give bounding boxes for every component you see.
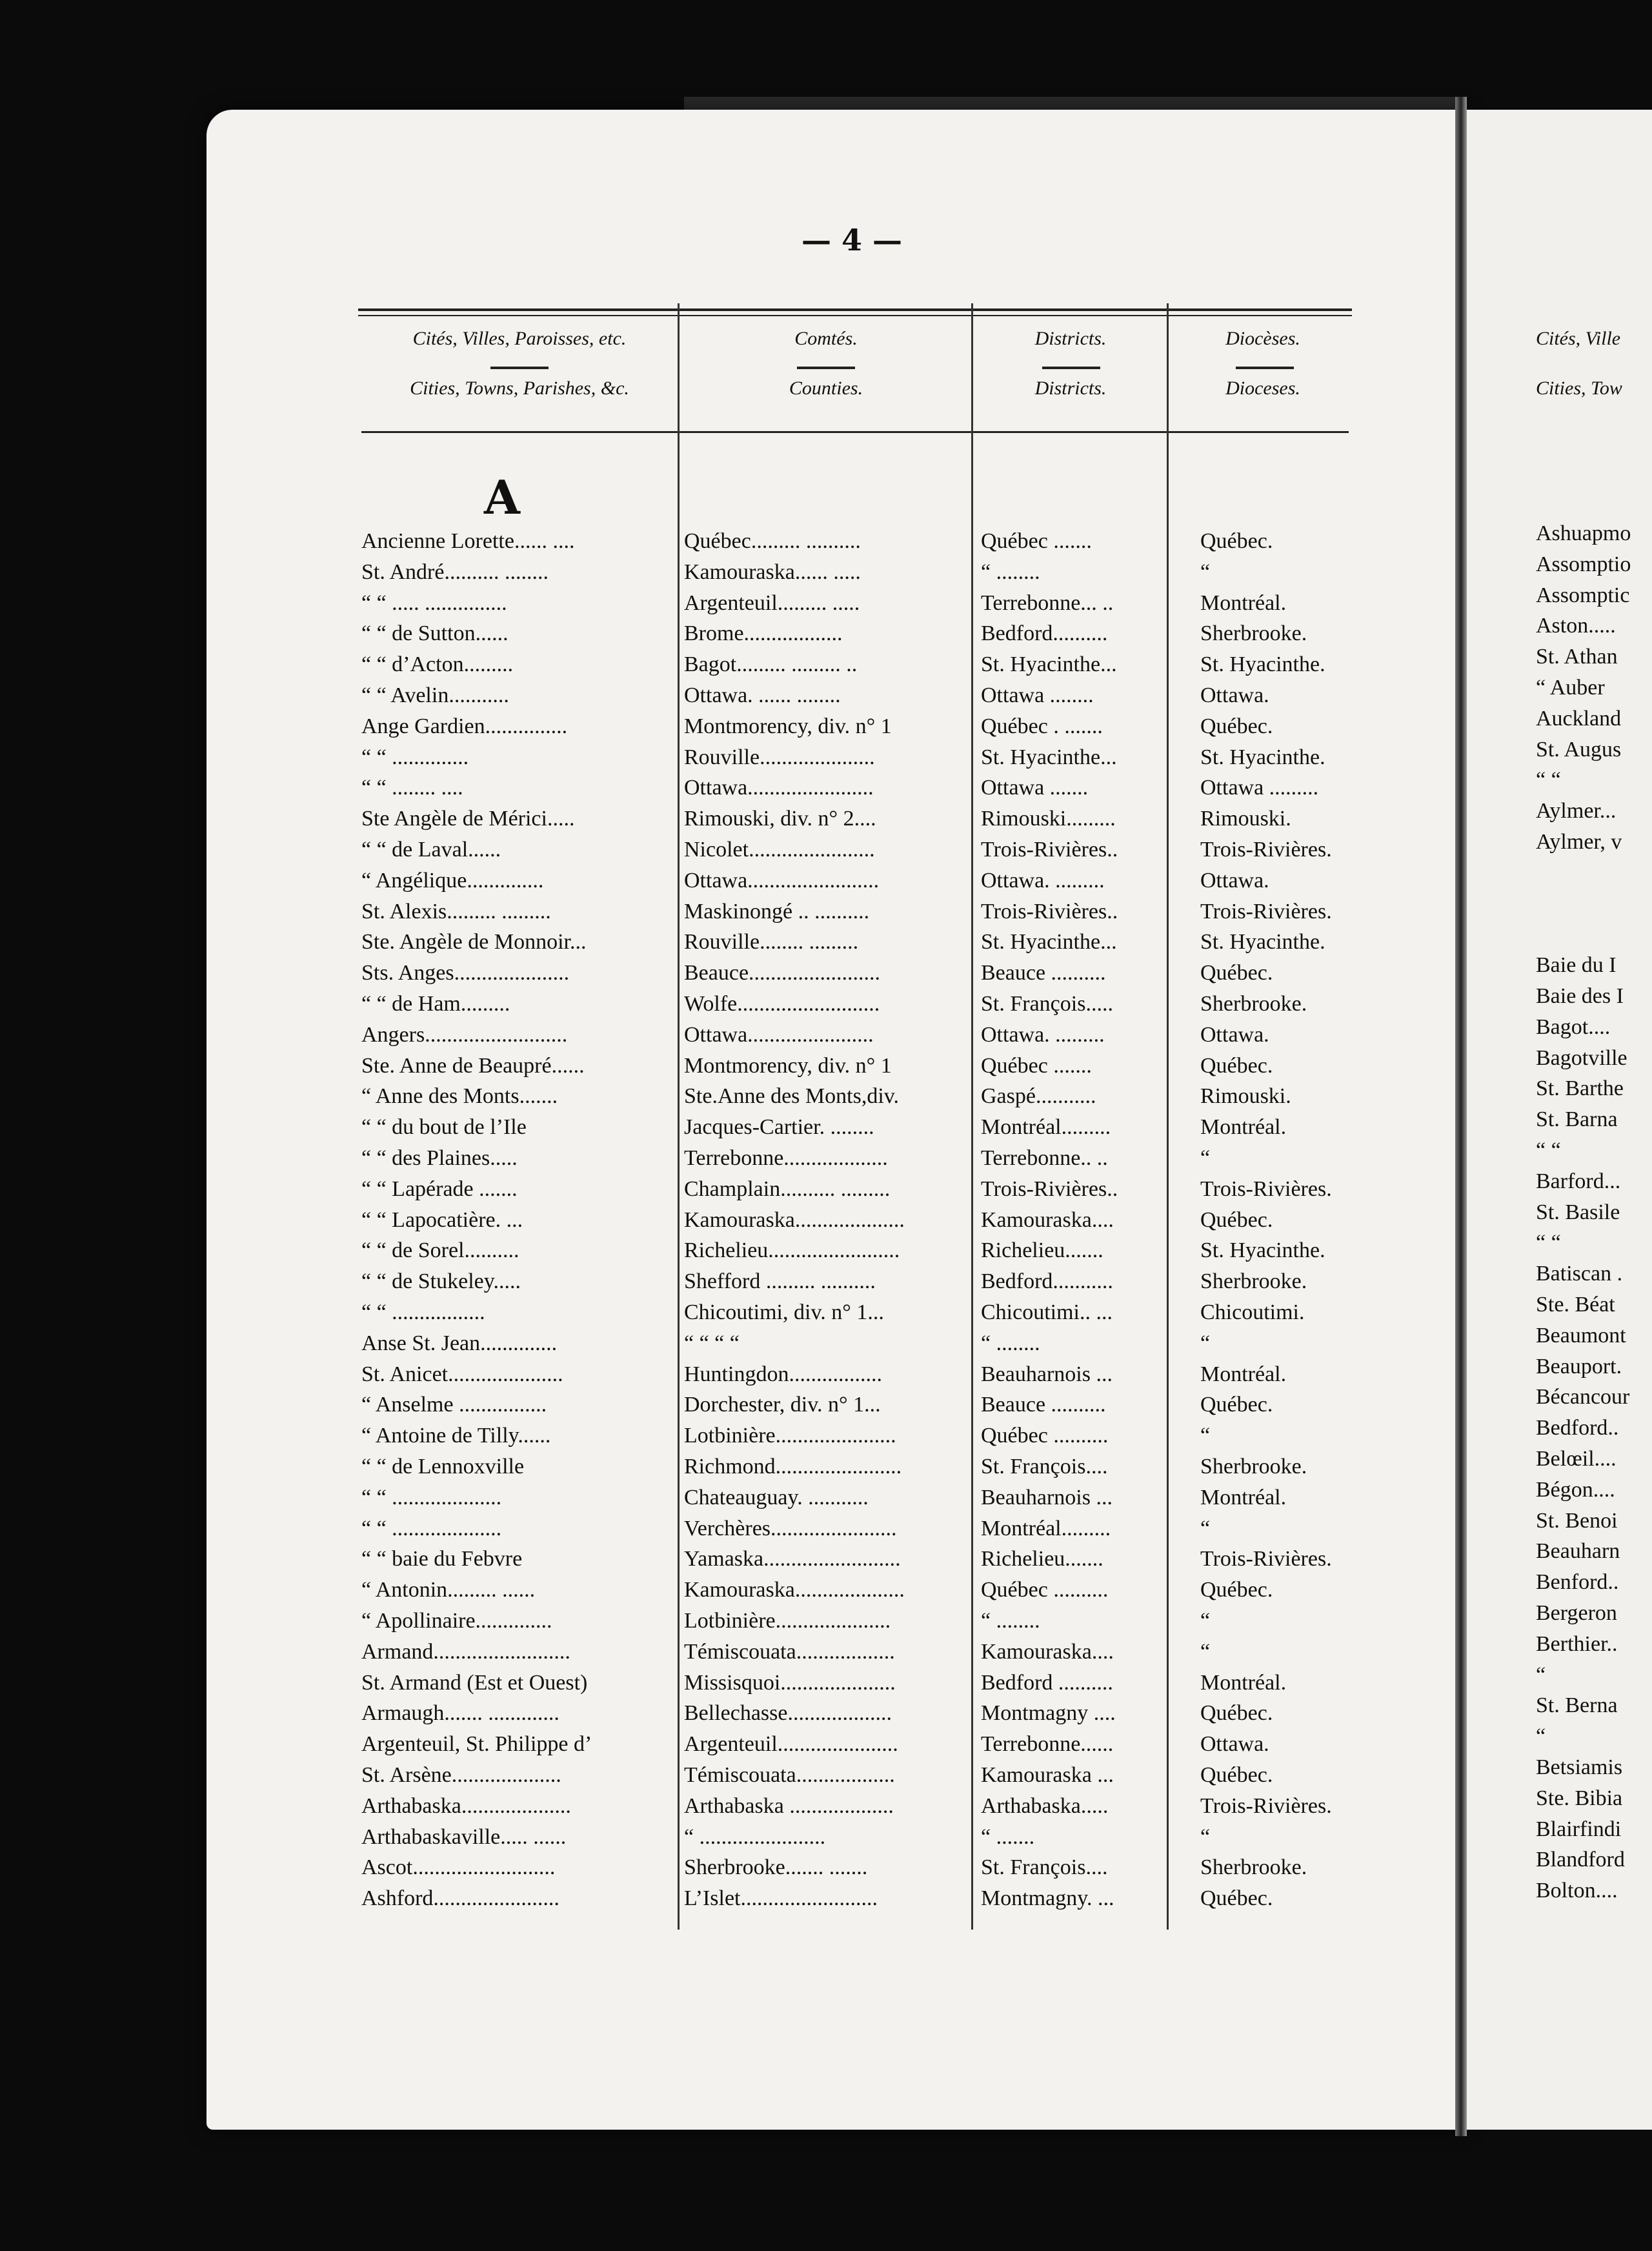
- district-name: Chicoutimi.. ...: [981, 1300, 1113, 1324]
- place-name: “ “ .................: [361, 1300, 485, 1324]
- diocese-name: “: [1200, 560, 1211, 584]
- district-name: Québec . .......: [981, 714, 1103, 738]
- header-districts-fr: Districts.: [1034, 328, 1107, 349]
- next-page-item: St. Benoi: [1536, 1508, 1618, 1533]
- page-number: — 4 —: [801, 223, 903, 257]
- place-name: Ste. Anne de Beaupré......: [361, 1053, 585, 1078]
- next-page-item: “: [1536, 1662, 1546, 1687]
- place-name: Armaugh....... .............: [361, 1701, 559, 1726]
- next-page-item: Aston.....: [1536, 614, 1616, 638]
- county-name: Kamouraska...... .....: [684, 560, 861, 584]
- place-name: Angers..........................: [361, 1022, 568, 1047]
- diocese-name: Québec.: [1200, 1763, 1273, 1787]
- county-name: Missisquoi.....................: [684, 1670, 896, 1695]
- diocese-name: Ottawa.: [1200, 1732, 1269, 1757]
- diocese-name: St. Hyacinthe.: [1200, 1238, 1325, 1263]
- district-name: Québec ..........: [981, 1578, 1109, 1602]
- district-name: Beauce ..........: [981, 1393, 1106, 1417]
- diocese-name: Ottawa.: [1200, 868, 1269, 893]
- county-name: Jacques-Cartier. ........: [684, 1115, 874, 1140]
- place-name: “ “ Avelin...........: [361, 683, 509, 707]
- county-name: “ “ “ “: [684, 1331, 740, 1355]
- place-name: “ “ Lapocatière. ...: [361, 1207, 523, 1232]
- next-page-item: Bagotville: [1536, 1045, 1627, 1070]
- place-name: “ “ de Lennoxville: [361, 1455, 525, 1479]
- next-page-item: Barford...: [1536, 1169, 1621, 1193]
- next-page-item: Batiscan .: [1536, 1262, 1623, 1286]
- place-name: “ “ de Ham.........: [361, 992, 510, 1016]
- diocese-name: Québec.: [1200, 961, 1273, 985]
- header-counties-en: Counties.: [789, 378, 863, 399]
- district-name: “ ........: [981, 560, 1040, 584]
- diocese-name: Sherbrooke.: [1200, 1455, 1307, 1479]
- next-page-item: St. Athan: [1536, 645, 1618, 669]
- district-name: “ ........: [981, 1331, 1040, 1355]
- county-name: Montmorency, div. n° 1: [684, 1053, 892, 1078]
- diocese-name: Ottawa .........: [1200, 776, 1319, 800]
- next-page-item: Beauport.: [1536, 1354, 1622, 1378]
- county-name: Bellechasse...................: [684, 1701, 892, 1726]
- diocese-name: Ottawa.: [1200, 683, 1269, 707]
- county-name: Argenteuil......................: [684, 1732, 898, 1757]
- diocese-name: “: [1200, 1146, 1211, 1170]
- next-page-item: “ “: [1536, 1231, 1561, 1255]
- diocese-name: Québec.: [1200, 529, 1273, 553]
- place-name: “ “ de Sutton......: [361, 621, 509, 646]
- header-separator: [1236, 367, 1294, 369]
- diocese-name: “: [1200, 1609, 1211, 1633]
- county-name: Richelieu........................: [684, 1238, 900, 1263]
- district-name: Montmagny ....: [981, 1701, 1116, 1726]
- district-name: St. François.....: [981, 992, 1113, 1016]
- next-page-item: Belœil....: [1536, 1447, 1617, 1471]
- county-name: Rouville........ .........: [684, 930, 859, 954]
- county-name: L’Islet.........................: [684, 1886, 878, 1911]
- county-name: Huntingdon.................: [684, 1362, 882, 1386]
- next-page-item: Blandford: [1536, 1848, 1625, 1872]
- diocese-name: Québec.: [1200, 1053, 1273, 1078]
- county-name: Shefford ......... ..........: [684, 1269, 876, 1294]
- page-fold: [1455, 97, 1467, 2136]
- header-dioceses-en: Dioceses.: [1225, 378, 1300, 399]
- top-rule: [358, 308, 1352, 311]
- district-name: St. François....: [981, 1855, 1108, 1880]
- next-page-item: St. Barna: [1536, 1107, 1618, 1132]
- diocese-name: Montréal.: [1200, 1485, 1287, 1509]
- district-name: Gaspé...........: [981, 1084, 1096, 1109]
- place-name: “ Antoine de Tilly......: [361, 1424, 551, 1448]
- diocese-name: Sherbrooke.: [1200, 992, 1307, 1016]
- diocese-name: St. Hyacinthe.: [1200, 652, 1325, 677]
- district-name: Terrebonne... ..: [981, 591, 1114, 615]
- district-name: Bedford ..........: [981, 1670, 1113, 1695]
- county-name: Kamouraska....................: [684, 1578, 905, 1602]
- header-places-en: Cities, Towns, Parishes, &c.: [410, 378, 629, 399]
- diocese-name: Québec.: [1200, 1393, 1273, 1417]
- county-name: Wolfe..........................: [684, 992, 880, 1016]
- column-divider-1: [678, 303, 680, 1930]
- district-name: Trois-Rivières..: [981, 899, 1118, 924]
- diocese-name: Montréal.: [1200, 1115, 1287, 1140]
- county-name: Ottawa........................: [684, 868, 880, 893]
- diocese-name: Québec.: [1200, 1578, 1273, 1602]
- next-page-item: Bécancour: [1536, 1385, 1630, 1409]
- district-name: Terrebonne......: [981, 1732, 1114, 1757]
- diocese-name: Sherbrooke.: [1200, 1855, 1307, 1880]
- place-name: “ “ baie du Febvre: [361, 1547, 523, 1571]
- diocese-name: Trois-Rivières.: [1200, 1793, 1332, 1818]
- county-name: Bagot......... ......... ..: [684, 652, 858, 677]
- district-name: St. Hyacinthe...: [981, 652, 1117, 677]
- diocese-name: Montréal.: [1200, 1362, 1287, 1386]
- next-page-item: Baie du I: [1536, 953, 1617, 978]
- district-name: Richelieu.......: [981, 1238, 1103, 1263]
- county-name: Rimouski, div. n° 2....: [684, 807, 876, 831]
- district-name: Montréal.........: [981, 1115, 1111, 1140]
- next-page-item: Betsiamis: [1536, 1755, 1623, 1779]
- diocese-name: “: [1200, 1516, 1211, 1540]
- county-name: Ste.Anne des Monts,div.: [684, 1084, 900, 1109]
- place-name: Anse St. Jean..............: [361, 1331, 558, 1355]
- diocese-name: “: [1200, 1424, 1211, 1448]
- next-page-item: St. Basile: [1536, 1200, 1620, 1224]
- place-name: Arthabaskaville..... ......: [361, 1824, 567, 1849]
- place-name: St. André.......... ........: [361, 560, 549, 584]
- place-name: St. Anicet.....................: [361, 1362, 563, 1386]
- county-name: Kamouraska....................: [684, 1207, 905, 1232]
- diocese-name: Ottawa.: [1200, 1022, 1269, 1047]
- place-name: St. Arsène....................: [361, 1763, 561, 1787]
- diocese-name: Québec.: [1200, 1207, 1273, 1232]
- place-name: “ “ des Plaines.....: [361, 1146, 518, 1170]
- diocese-name: Montréal.: [1200, 1670, 1287, 1695]
- next-page-item: Assomptio: [1536, 552, 1631, 576]
- district-name: Kamouraska....: [981, 1639, 1114, 1664]
- county-name: Chicoutimi, div. n° 1...: [684, 1300, 884, 1324]
- next-page-item: St. Barthe: [1536, 1076, 1624, 1101]
- header-districts-en: Districts.: [1034, 378, 1107, 399]
- next-page-item: “ Auber: [1536, 676, 1605, 700]
- next-page-item: St. Augus: [1536, 737, 1622, 762]
- place-name: Sts. Anges.....................: [361, 961, 570, 985]
- diocese-name: Québec.: [1200, 1886, 1273, 1911]
- diocese-name: “: [1200, 1639, 1211, 1664]
- county-name: Nicolet.......................: [684, 838, 875, 862]
- district-name: Beauharnois ...: [981, 1362, 1113, 1386]
- place-name: Ste. Angèle de Monnoir...: [361, 930, 587, 954]
- county-name: Québec......... ..........: [684, 529, 861, 553]
- district-name: Québec ..........: [981, 1424, 1109, 1448]
- district-name: Bedford..........: [981, 621, 1108, 646]
- district-name: Rimouski.........: [981, 807, 1116, 831]
- diocese-name: Trois-Rivières.: [1200, 838, 1332, 862]
- county-name: Témiscouata..................: [684, 1763, 895, 1787]
- next-page-item: Ashuapmo: [1536, 521, 1631, 545]
- place-name: Ange Gardien...............: [361, 714, 568, 738]
- place-name: “ Angélique..............: [361, 868, 544, 893]
- county-name: Ottawa. ...... ........: [684, 683, 841, 707]
- district-name: Ottawa .......: [981, 776, 1089, 800]
- county-name: Sherbrooke....... .......: [684, 1855, 868, 1880]
- district-name: Bedford...........: [981, 1269, 1113, 1294]
- place-name: Argenteuil, St. Philippe d’: [361, 1732, 592, 1757]
- county-name: Chateauguay. ...........: [684, 1485, 869, 1509]
- county-name: Rouville.....................: [684, 745, 875, 769]
- county-name: Ottawa.......................: [684, 776, 874, 800]
- place-name: “ “ de Stukeley.....: [361, 1269, 521, 1294]
- place-name: Arthabaska....................: [361, 1793, 571, 1818]
- diocese-name: Rimouski.: [1200, 807, 1291, 831]
- next-page-item: Blairfindi: [1536, 1817, 1622, 1841]
- diocese-name: Sherbrooke.: [1200, 1269, 1307, 1294]
- county-name: Brome..................: [684, 621, 843, 646]
- next-page-item: St. Berna: [1536, 1693, 1618, 1718]
- county-name: Yamaska.........................: [684, 1547, 901, 1571]
- district-name: Montréal.........: [981, 1516, 1111, 1540]
- district-name: Ottawa ........: [981, 683, 1094, 707]
- district-name: St. Hyacinthe...: [981, 930, 1117, 954]
- diocese-name: Québec.: [1200, 714, 1273, 738]
- diocese-name: St. Hyacinthe.: [1200, 745, 1325, 769]
- place-name: “ Antonin......... ......: [361, 1578, 536, 1602]
- header-separator: [1042, 367, 1100, 369]
- header-separator: [490, 367, 549, 369]
- place-name: “ Anselme ................: [361, 1393, 547, 1417]
- header-rule: [361, 431, 1349, 433]
- district-name: St. François....: [981, 1455, 1108, 1479]
- diocese-name: Trois-Rivières.: [1200, 899, 1332, 924]
- county-name: “ .......................: [684, 1824, 826, 1849]
- county-name: Argenteuil......... .....: [684, 591, 860, 615]
- county-name: Richmond.......................: [684, 1455, 902, 1479]
- district-name: Beauharnois ...: [981, 1485, 1113, 1509]
- county-name: Arthabaska ...................: [684, 1793, 894, 1818]
- next-page-item: Bégon....: [1536, 1477, 1615, 1502]
- county-name: Dorchester, div. n° 1...: [684, 1393, 881, 1417]
- next-page-item: Bergeron: [1536, 1601, 1617, 1625]
- next-page-header-en: Cities, Tow: [1536, 378, 1622, 399]
- place-name: “ “ du bout de l’Ile: [361, 1115, 527, 1140]
- next-page-item: “ “: [1536, 768, 1561, 792]
- county-name: Beauce........................: [684, 961, 881, 985]
- diocese-name: Montréal.: [1200, 591, 1287, 615]
- place-name: “ “ de Laval......: [361, 838, 501, 862]
- county-name: Lotbinière.....................: [684, 1609, 891, 1633]
- district-name: “ ........: [981, 1609, 1040, 1633]
- place-name: “ “ ..... ...............: [361, 591, 507, 615]
- diocese-name: Chicoutimi.: [1200, 1300, 1305, 1324]
- place-name: “ “ ....................: [361, 1516, 502, 1540]
- county-name: Témiscouata..................: [684, 1639, 895, 1664]
- place-name: Ascot..........................: [361, 1855, 556, 1880]
- next-page-item: Baie des I: [1536, 984, 1624, 1008]
- next-page-item: Aylmer, v: [1536, 830, 1622, 854]
- place-name: “ Apollinaire..............: [361, 1609, 552, 1633]
- next-page-item: Beauharn: [1536, 1539, 1620, 1564]
- next-page-item: Aylmer...: [1536, 799, 1617, 823]
- place-name: Ancienne Lorette...... ....: [361, 529, 575, 553]
- diocese-name: Québec.: [1200, 1701, 1273, 1726]
- district-name: Trois-Rivières..: [981, 1176, 1118, 1201]
- district-name: Richelieu.......: [981, 1547, 1103, 1571]
- next-page-item: Berthier..: [1536, 1631, 1618, 1656]
- next-page-item: Auckland: [1536, 706, 1622, 731]
- place-name: St. Alexis......... .........: [361, 899, 551, 924]
- district-name: Terrebonne.. ..: [981, 1146, 1108, 1170]
- county-name: Lotbinière......................: [684, 1424, 896, 1448]
- place-name: St. Armand (Est et Ouest): [361, 1670, 588, 1695]
- next-page-item: Beaumont: [1536, 1323, 1626, 1348]
- district-name: Trois-Rivières..: [981, 838, 1118, 862]
- district-name: Kamouraska ...: [981, 1763, 1114, 1787]
- district-name: Québec .......: [981, 1053, 1092, 1078]
- district-name: Beauce ..........: [981, 961, 1106, 985]
- section-letter: A: [484, 470, 520, 525]
- next-page-item: Bedford..: [1536, 1416, 1619, 1440]
- district-name: Montmagny. ...: [981, 1886, 1114, 1911]
- county-name: Champlain.......... .........: [684, 1176, 891, 1201]
- county-name: Maskinongé .. ..........: [684, 899, 870, 924]
- diocese-name: “: [1200, 1331, 1211, 1355]
- diocese-name: St. Hyacinthe.: [1200, 930, 1325, 954]
- district-name: Kamouraska....: [981, 1207, 1114, 1232]
- top-rule-thin: [358, 315, 1352, 316]
- diocese-name: Sherbrooke.: [1200, 621, 1307, 646]
- next-page-item: “ “: [1536, 1138, 1561, 1162]
- district-name: Ottawa. .........: [981, 868, 1105, 893]
- header-counties-fr: Comtés.: [794, 328, 858, 349]
- place-name: “ “ d’Acton.........: [361, 652, 514, 677]
- next-page-item: Benford..: [1536, 1570, 1619, 1595]
- diocese-name: Rimouski.: [1200, 1084, 1291, 1109]
- county-name: Ottawa.......................: [684, 1022, 874, 1047]
- place-name: “ Anne des Monts.......: [361, 1084, 558, 1109]
- district-name: Québec .......: [981, 529, 1092, 553]
- district-name: Ottawa. .........: [981, 1022, 1105, 1047]
- next-page-item: Ste. Bibia: [1536, 1786, 1623, 1810]
- place-name: “ “ ..............: [361, 745, 469, 769]
- header-separator: [797, 367, 855, 369]
- place-name: “ “ Lapérade .......: [361, 1176, 518, 1201]
- place-name: Ste Angèle de Mérici.....: [361, 807, 575, 831]
- district-name: St. Hyacinthe...: [981, 745, 1117, 769]
- next-page-item: Ste. Béat: [1536, 1293, 1615, 1317]
- next-page-item: Bolton....: [1536, 1879, 1618, 1903]
- next-page-item: Assomptic: [1536, 583, 1630, 607]
- place-name: “ “ ........ ....: [361, 776, 463, 800]
- district-name: Arthabaska.....: [981, 1793, 1109, 1818]
- diocese-name: Trois-Rivières.: [1200, 1547, 1332, 1571]
- place-name: Ashford.......................: [361, 1886, 559, 1911]
- header-places-fr: Cités, Villes, Paroisses, etc.: [412, 328, 627, 349]
- next-page-header-fr: Cités, Ville: [1536, 328, 1621, 349]
- diocese-name: “: [1200, 1824, 1211, 1849]
- place-name: “ “ ....................: [361, 1485, 502, 1509]
- next-page-item: Bagot....: [1536, 1014, 1611, 1039]
- county-name: Terrebonne...................: [684, 1146, 888, 1170]
- header-dioceses-fr: Diocèses.: [1225, 328, 1300, 349]
- county-name: Montmorency, div. n° 1: [684, 714, 892, 738]
- place-name: “ “ de Sorel..........: [361, 1238, 519, 1263]
- district-name: “ .......: [981, 1824, 1035, 1849]
- next-page-item: “: [1536, 1724, 1546, 1749]
- place-name: Armand.........................: [361, 1639, 570, 1664]
- diocese-name: Trois-Rivières.: [1200, 1176, 1332, 1201]
- county-name: Verchères.......................: [684, 1516, 897, 1540]
